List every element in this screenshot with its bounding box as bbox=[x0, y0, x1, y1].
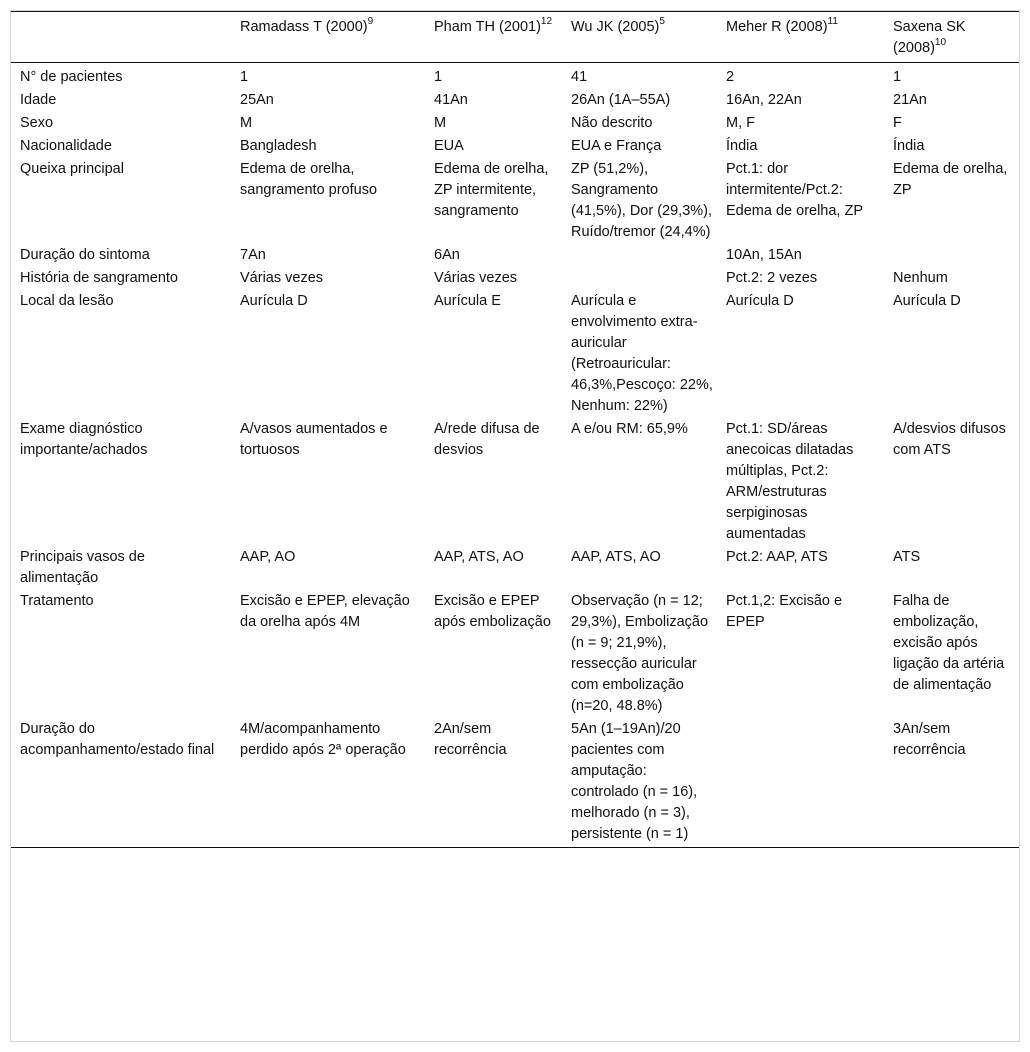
row-label: Duração do sintoma bbox=[20, 247, 150, 263]
table-row bbox=[11, 290, 1019, 418]
table-cell: 6An bbox=[434, 247, 460, 263]
table-cell: Excisão e EPEP, elevação da orelha após 4M bbox=[240, 593, 410, 630]
table-row bbox=[11, 718, 1019, 848]
table-body bbox=[11, 63, 1019, 848]
table-cell: Edema de orelha, sangramento profuso bbox=[240, 161, 378, 198]
table-cell: 4M/acompanhamento perdido após 2ª operação bbox=[231, 718, 425, 848]
table-cell: 1 bbox=[240, 69, 249, 85]
row-label: Queixa principal bbox=[20, 161, 124, 177]
table-cell: Aurícula D bbox=[726, 293, 794, 309]
header-cell-ramadass: Ramadass T $(2000)^9$ bbox=[231, 12, 425, 63]
table-cell: 10An, 15An bbox=[726, 247, 802, 263]
table-cell: Falha de embolização, excisão após ligação da artéria de alimentação bbox=[893, 593, 1005, 693]
table-cell: 16An, 22An bbox=[726, 92, 802, 108]
table-cell: ZP (51,2%), Sangramento (41,5%), Dor (29,3%), Ruído/tremor (24,4%) bbox=[571, 161, 713, 240]
row-label: Exame diagnóstico importante/achados bbox=[20, 421, 148, 458]
table-cell: Bangladesh bbox=[240, 138, 317, 154]
table-cell: 3An/sem recorrência bbox=[884, 718, 1019, 848]
table-cell: M bbox=[434, 115, 447, 131]
table-cell: Pct.1,2: Excisão e EPEP bbox=[726, 593, 843, 630]
table-cell: AAP, ATS, AO bbox=[434, 549, 524, 565]
table-row bbox=[11, 112, 1019, 135]
table-cell: AAP, ATS, AO bbox=[571, 549, 661, 565]
table-cell: 2An/sem recorrência bbox=[425, 718, 562, 848]
table-cell: 41 bbox=[571, 69, 588, 85]
table-cell: Índia bbox=[726, 138, 758, 154]
table-cell bbox=[562, 267, 717, 290]
table-cell: 21An bbox=[893, 92, 927, 108]
table-cell: Edema de orelha, ZP intermitente, sangramento bbox=[434, 161, 549, 219]
table-cell: AAP, AO bbox=[240, 549, 296, 565]
table-cell: Aurícula D bbox=[240, 293, 308, 309]
table-cell: Aurícula e envolvimento extra-auricular (Retroauricular: 46,3%,Pescoço: 22%, Nenhum: 22%) bbox=[571, 293, 713, 414]
row-label: Idade bbox=[20, 92, 57, 108]
comparison-table bbox=[11, 11, 1019, 848]
header-cell-empty bbox=[11, 12, 231, 63]
table-cell: Não descrito bbox=[571, 115, 653, 131]
table-row bbox=[11, 590, 1019, 718]
table-cell bbox=[884, 244, 1019, 267]
table-cell: 25An bbox=[240, 92, 274, 108]
table-cell: A/desvios difusos com ATS bbox=[893, 421, 1006, 458]
row-label: História de sangramento bbox=[20, 270, 178, 286]
table-cell: A e/ou RM: 65,9% bbox=[571, 421, 688, 437]
table-cell: Várias vezes bbox=[240, 270, 324, 286]
header-cell-wu: Wu JK $(2005)^5$ bbox=[562, 12, 717, 63]
table-row bbox=[11, 158, 1019, 244]
table-cell: 7An bbox=[240, 247, 266, 263]
table-header bbox=[11, 12, 1019, 63]
table-cell: EUA bbox=[434, 138, 464, 154]
table-row bbox=[11, 546, 1019, 590]
table-cell: F bbox=[893, 115, 902, 131]
table-cell: M bbox=[240, 115, 253, 131]
row-label: Local da lesão bbox=[20, 293, 114, 309]
table-row bbox=[11, 63, 1019, 90]
table-cell: EUA e França bbox=[571, 138, 662, 154]
table-cell: Índia bbox=[893, 138, 925, 154]
header-cell-saxena: Saxena SK $(2008)^{10}$ bbox=[884, 12, 1019, 63]
table-cell: 1 bbox=[893, 69, 902, 85]
table-cell: A/vasos aumentados e tortuosos bbox=[240, 421, 388, 458]
header-cell-pham: Pham TH $(2001)^{12}$ bbox=[425, 12, 562, 63]
table-cell: Aurícula E bbox=[434, 293, 501, 309]
table-cell: Pct.2: 2 vezes bbox=[726, 270, 818, 286]
row-label: Duração do acompanhamento/estado final bbox=[11, 718, 231, 848]
table-row bbox=[11, 244, 1019, 267]
table-row bbox=[11, 135, 1019, 158]
row-label: N° de pacientes bbox=[20, 69, 123, 85]
table-cell: Pct.1: dor intermitente/Pct.2: Edema de orelha, ZP bbox=[726, 161, 864, 219]
table-cell: 2 bbox=[726, 69, 735, 85]
table-cell: ATS bbox=[893, 549, 921, 565]
row-label: Sexo bbox=[20, 115, 54, 131]
table-cell: A/rede difusa de desvios bbox=[434, 421, 540, 458]
table-cell bbox=[562, 244, 717, 267]
header-row bbox=[11, 12, 1019, 63]
table-cell: Edema de orelha, ZP bbox=[893, 161, 1008, 198]
row-label: Principais vasos de alimentação bbox=[20, 549, 145, 586]
table-row bbox=[11, 89, 1019, 112]
table-cell: 41An bbox=[434, 92, 468, 108]
table-cell: Excisão e EPEP após embolização bbox=[434, 593, 551, 630]
table-cell: Pct.2: AAP, ATS bbox=[726, 549, 828, 565]
table-cell: 5An (1–19An)/20 pacientes com amputação: controlado (n = 16), melhorado (n = 3), persistente (n = 1) bbox=[562, 718, 717, 848]
table-cell: 26An (1A–55A) bbox=[571, 92, 671, 108]
table-cell: Observação (n = 12; 29,3%), Embolização (n = 9; 21,9%), ressecção auricular com embolização (n=20, 48.8%) bbox=[571, 593, 709, 714]
table-row bbox=[11, 418, 1019, 546]
row-label: Nacionalidade bbox=[20, 138, 112, 154]
table-cell: Várias vezes bbox=[434, 270, 518, 286]
table-cell: 1 bbox=[434, 69, 443, 85]
table-row bbox=[11, 267, 1019, 290]
table-cell: Nenhum bbox=[893, 270, 948, 286]
table-cell: Aurícula D bbox=[893, 293, 961, 309]
row-label: Tratamento bbox=[20, 593, 94, 609]
table-cell: M, F bbox=[726, 115, 755, 131]
header-cell-meher: Meher R $(2008)^{11}$ bbox=[717, 12, 884, 63]
table-cell bbox=[717, 718, 884, 848]
table-cell: Pct.1: SD/áreas anecoicas dilatadas múltiplas, Pct.2: ARM/estruturas serpiginosas aumentadas bbox=[726, 421, 854, 542]
